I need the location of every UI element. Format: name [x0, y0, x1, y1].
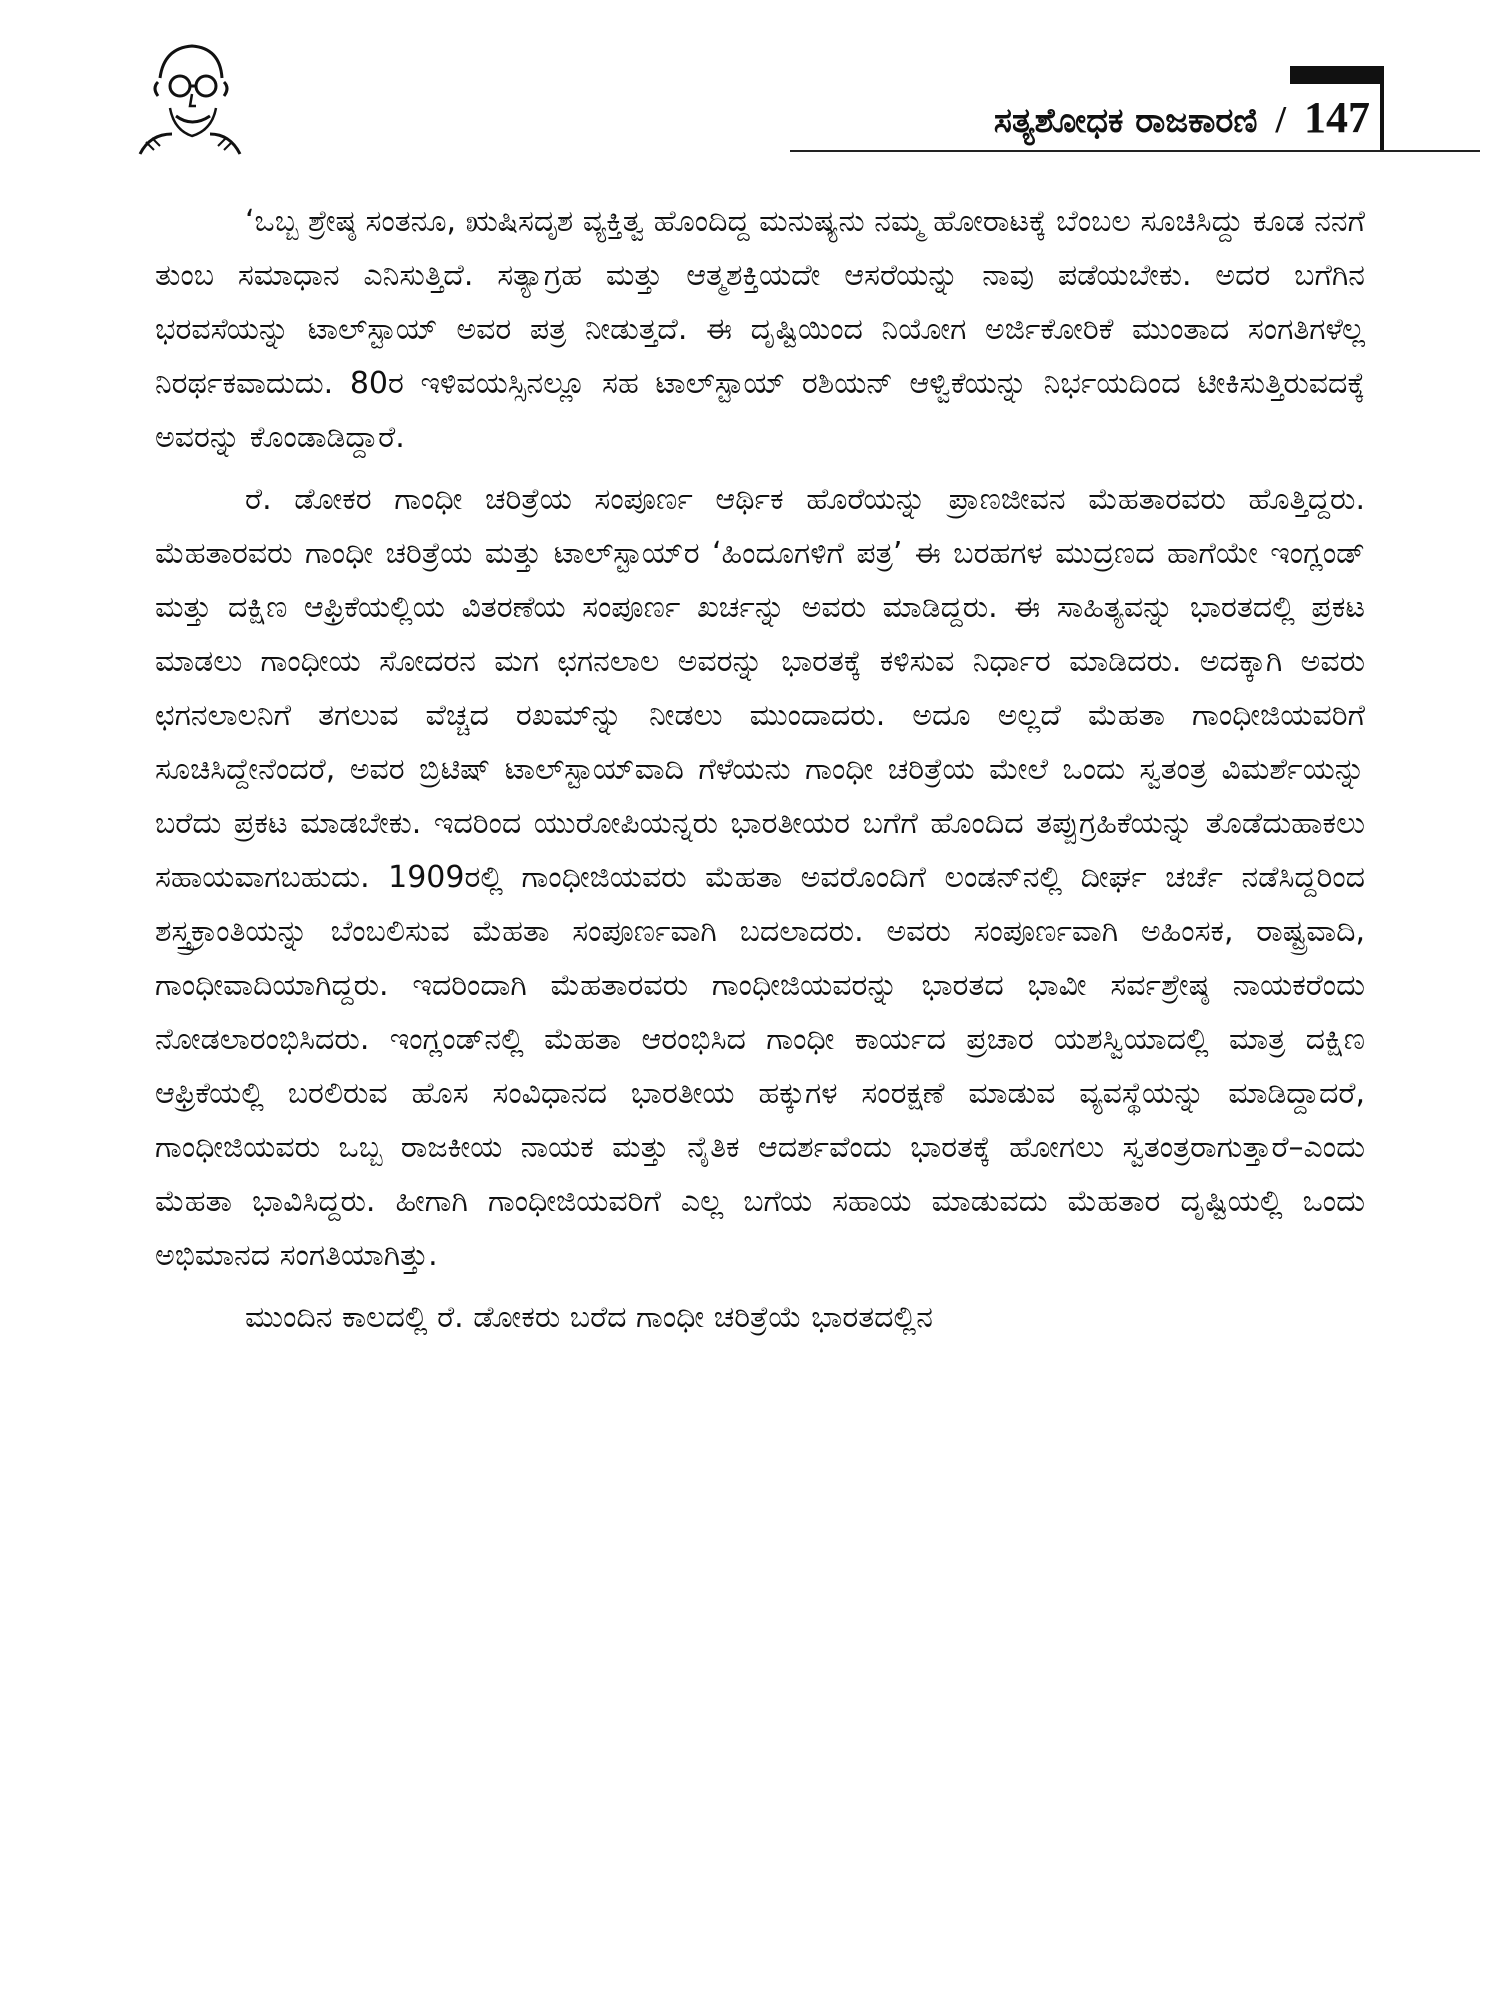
running-head [994, 92, 1370, 143]
page-header [0, 0, 1500, 170]
header-rule [790, 150, 1480, 152]
paragraph-1: ‘ಒಬ್ಬ ಶ್ರೇಷ್ಠ ಸಂತನೂ, ಋಷಿಸದೃಶ ವ್ಯಕ್ತಿತ್ವ ಹೊಂದಿದ್ದ ಮನುಷ್ಯನು ನಮ್ಮ ಹೋರಾಟಕ್ಕೆ ಬೆಂಬಲ ಸೂಚಿಸಿದ್ದು ಕೂಡ ನನಗೆ ತುಂಬ ಸಮಾಧಾನ ಎನಿಸುತ್ತಿದೆ. ಸತ್ಯಾಗ್ರಹ ಮತ್ತು ಆತ್ಮಶಕ್ತಿಯದೇ ಆಸರೆಯನ್ನು ನಾವು ಪಡೆಯಬೇಕು. ಅದರ ಬಗೆಗಿನ ಭರವಸೆಯನ್ನು ಟಾಲ್‌ಸ್ಟಾಯ್ ಅವರ ಪತ್ರ ನೀಡುತ್ತದೆ. ಈ ದೃಷ್ಟಿಯಿಂದ ನಿಯೋಗ ಅರ್ಜಿಕೋರಿಕೆ ಮುಂತಾದ ಸಂಗತಿಗಳೆಲ್ಲ ನಿರರ್ಥಕವಾದುದು. 80ರ ಇಳಿವಯಸ್ಸಿನಲ್ಲೂ ಸಹ ಟಾಲ್‌ಸ್ಟಾಯ್ ರಶಿಯನ್ ಆಳ್ವಿಕೆಯನ್ನು ನಿರ್ಭಯದಿಂದ ಟೀಕಿಸುತ್ತಿರುವದಕ್ಕೆ ಅವರನ್ನು ಕೊಂಡಾಡಿದ್ದಾರೆ. [155, 204, 1365, 455]
paragraph-3: ಮುಂದಿನ ಕಾಲದಲ್ಲಿ ರೆ. ಡೋಕರು ಬರೆದ ಗಾಂಧೀ ಚರಿತ್ರೆಯೆ ಭಾರತದಲ್ಲಿನ [245, 1300, 933, 1335]
gandhi-portrait-icon [130, 38, 250, 156]
header-black-bar [1290, 66, 1384, 84]
running-head-separator: / [1275, 99, 1286, 141]
header-vertical-rule [1380, 66, 1384, 152]
page-number: 147 [1304, 93, 1370, 142]
body-text [155, 195, 1365, 1353]
paragraph-2: ರೆ. ಡೋಕರ ಗಾಂಧೀ ಚರಿತ್ರೆಯ ಸಂಪೂರ್ಣ ಆರ್ಥಿಕ ಹೊರೆಯನ್ನು ಪ್ರಾಣಜೀವನ ಮೆಹತಾರವರು ಹೊತ್ತಿದ್ದರು. ಮೆಹತಾರವರು ಗಾಂಧೀ ಚರಿತ್ರೆಯ ಮತ್ತು ಟಾಲ್‌ಸ್ಟಾಯ್‌ರ ‘ಹಿಂದೂಗಳಿಗೆ ಪತ್ರ’ ಈ ಬರಹಗಳ ಮುದ್ರಣದ ಹಾಗೆಯೇ ಇಂಗ್ಲಂಡ್ ಮತ್ತು ದಕ್ಷಿಣ ಆಫ್ರಿಕೆಯಲ್ಲಿಯ ವಿತರಣೆಯ ಸಂಪೂರ್ಣ ಖರ್ಚನ್ನು ಅವರು ಮಾಡಿದ್ದರು. ಈ ಸಾಹಿತ್ಯವನ್ನು ಭಾರತದಲ್ಲಿ ಪ್ರಕಟ ಮಾಡಲು ಗಾಂಧೀಯ ಸೋದರನ ಮಗ ಛಗನಲಾಲ ಅವರನ್ನು ಭಾರತಕ್ಕೆ ಕಳಿಸುವ ನಿರ್ಧಾರ ಮಾಡಿದರು. ಅದಕ್ಕಾಗಿ ಅವರು ಛಗನಲಾಲನಿಗೆ ತಗಲುವ ವೆಚ್ಚದ ರಖಮ್‌ನ್ನು ನೀಡಲು ಮುಂದಾದರು. ಅದೂ ಅಲ್ಲದೆ ಮೆಹತಾ ಗಾಂಧೀಜಿಯವರಿಗೆ ಸೂಚಿಸಿದ್ದೇನೆಂದರೆ, ಅವರ ಬ್ರಿಟಿಷ್ ಟಾಲ್‌ಸ್ಟಾಯ್‌ವಾದಿ ಗೆಳೆಯನು ಗಾಂಧೀ ಚರಿತ್ರೆಯ ಮೇಲೆ ಒಂದು ಸ್ವತಂತ್ರ ವಿಮರ್ಶೆಯನ್ನು ಬರೆದು ಪ್ರಕಟ ಮಾಡಬೇಕು. ಇದರಿಂದ ಯುರೋಪಿಯನ್ನರು ಭಾರತೀಯರ ಬಗೆಗೆ ಹೊಂದಿದ ತಪ್ಪುಗ್ರಹಿಕೆಯನ್ನು ತೊಡೆದುಹಾಕಲು ಸಹಾಯವಾಗಬಹುದು. 1909ರಲ್ಲಿ ಗಾಂಧೀಜಿಯವರು ಮೆಹತಾ ಅವರೊಂದಿಗೆ ಲಂಡನ್‌ನಲ್ಲಿ ದೀರ್ಘ ಚರ್ಚೆ ನಡೆಸಿದ್ದರಿಂದ ಶಸ್ತ್ರಕ್ರಾಂತಿಯನ್ನು ಬೆಂಬಲಿಸುವ ಮೆಹತಾ ಸಂಪೂರ್ಣವಾಗಿ ಬದಲಾದರು. ಅವರು ಸಂಪೂರ್ಣವಾಗಿ ಅಹಿಂಸಕ, ರಾಷ್ಟ್ರವಾದಿ, ಗಾಂಧೀವಾದಿಯಾಗಿದ್ದರು. ಇದರಿಂದಾಗಿ ಮೆಹತಾರವರು ಗಾಂಧೀಜಿಯವರನ್ನು ಭಾರತದ ಭಾವೀ ಸರ್ವಶ್ರೇಷ್ಠ ನಾಯಕರೆಂದು ನೋಡಲಾರಂಭಿಸಿದರು. ಇಂಗ್ಲಂಡ್‌ನಲ್ಲಿ ಮೆಹತಾ ಆರಂಭಿಸಿದ ಗಾಂಧೀ ಕಾರ್ಯದ ಪ್ರಚಾರ ಯಶಸ್ವಿಯಾದಲ್ಲಿ ಮಾತ್ರ ದಕ್ಷಿಣ ಆಫ್ರಿಕೆಯಲ್ಲಿ ಬರಲಿರುವ ಹೊಸ ಸಂವಿಧಾನದ ಭಾರತೀಯ ಹಕ್ಕುಗಳ ಸಂರಕ್ಷಣೆ ಮಾಡುವ ವ್ಯವಸ್ಥೆಯನ್ನು ಮಾಡಿದ್ದಾದರೆ, ಗಾಂಧೀಜಿಯವರು ಒಬ್ಬ ರಾಜಕೀಯ ನಾಯಕ ಮತ್ತು ನೈತಿಕ ಆದರ್ಶವೆಂದು ಭಾರತಕ್ಕೆ ಹೋಗಲು ಸ್ವತಂತ್ರರಾಗುತ್ತಾರೆ–ಎಂದು ಮೆಹತಾ ಭಾವಿಸಿದ್ದರು. ಹೀಗಾಗಿ ಗಾಂಧೀಜಿಯವರಿಗೆ ಎಲ್ಲ ಬಗೆಯ ಸಹಾಯ ಮಾಡುವದು ಮೆಹತಾರ ದೃಷ್ಟಿಯಲ್ಲಿ ಒಂದು ಅಭಿಮಾನದ ಸಂಗತಿಯಾಗಿತ್ತು. [155, 482, 1365, 1273]
running-title: ಸತ್ಯಶೋಧಕ ರಾಜಕಾರಣಿ [993, 101, 1258, 141]
